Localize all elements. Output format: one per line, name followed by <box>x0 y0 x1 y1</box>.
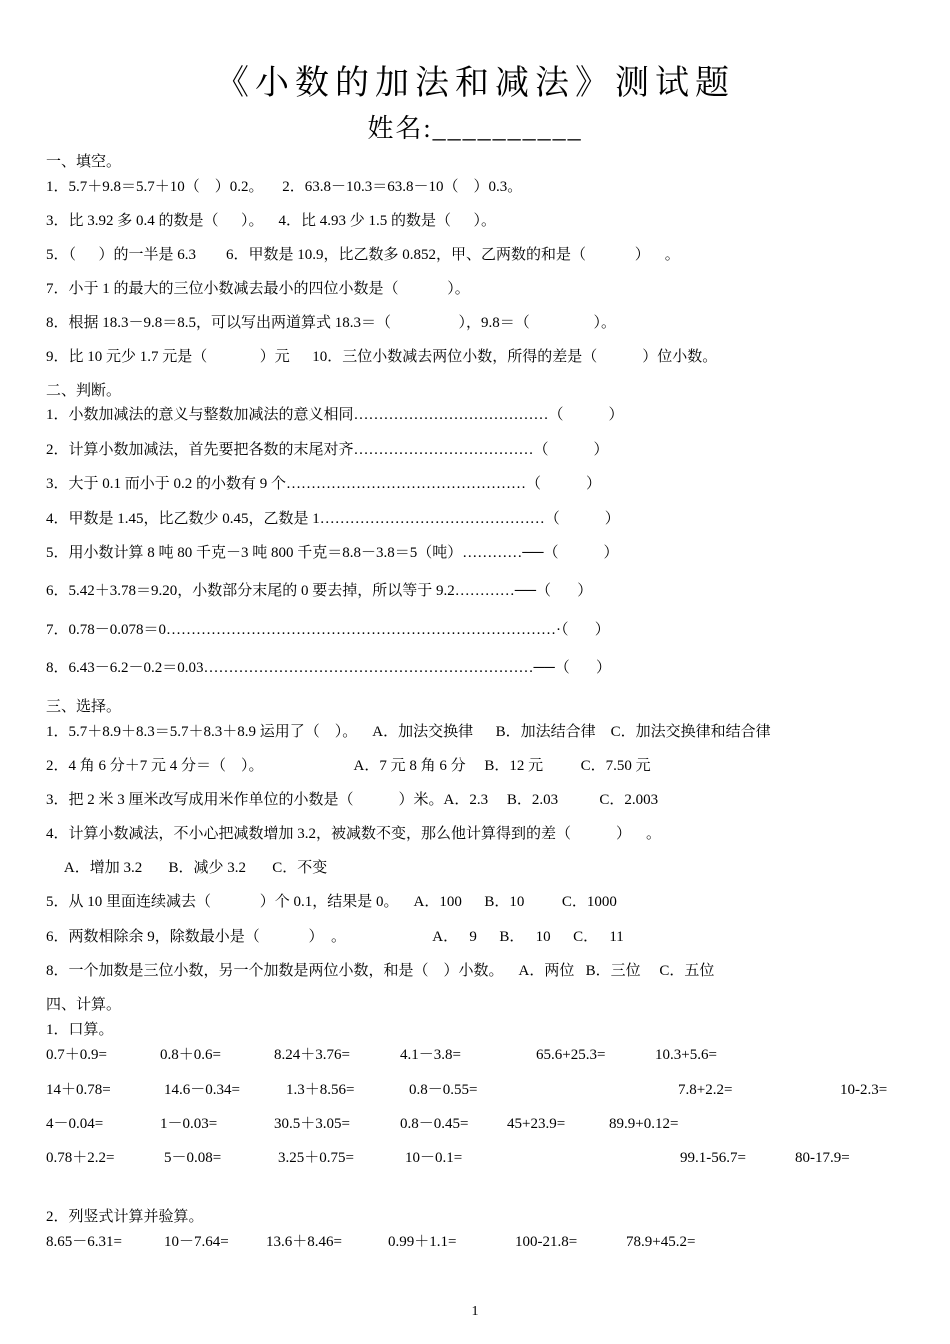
oral-calc-item: 0.8－0.45= <box>400 1116 469 1132</box>
judge-line: 2．计算小数加减法，首先要把各数的末尾对齐………………………………（ ） <box>46 442 609 458</box>
vertical-calc-item: 100-21.8= <box>515 1234 578 1250</box>
choice-line: 5．从 10 里面连续减去（ ）个 0.1，结果是 0。 A．100 B．10 C．1000 <box>46 894 617 910</box>
judge-line: 4．甲数是 1.45，比乙数少 0.45，乙数是 1………………………………………（ ） <box>46 511 620 527</box>
choice-line: A．增加 3.2 B．减少 3.2 C．不变 <box>46 860 328 876</box>
oral-calc-item: 65.6+25.3= <box>536 1047 606 1063</box>
section-1-heading: 一、填空。 <box>46 154 122 170</box>
oral-calc-item: 99.1-56.7= <box>680 1150 746 1166</box>
oral-calc-item: 4－0.04= <box>46 1116 104 1132</box>
choice-line: 1．5.7＋8.9＋8.3＝5.7＋8.3＋8.9 运用了（ ）。 A．加法交换律 B．加法结合律 C．加法交换律和结合律 <box>46 724 771 740</box>
name-field-label: 姓名:__________ <box>367 114 583 143</box>
oral-calc-item: 0.7＋0.9= <box>46 1047 107 1063</box>
vertical-calc-item: 8.65－6.31= <box>46 1234 122 1250</box>
oral-calc-item: 89.9+0.12= <box>609 1116 679 1132</box>
oral-calc-item: 30.5＋3.05= <box>274 1116 350 1132</box>
oral-calc-item: 0.8－0.55= <box>409 1082 478 1098</box>
choice-line: 4．计算小数减法，不小心把减数增加 3.2，被减数不变，那么他计算得到的差（ ） 。 <box>46 826 662 842</box>
fill-blank-line: 5．（ ）的一半是 6.3 6．甲数是 10.9，比乙数多 0.852，甲、乙两数的和是（ ） 。 <box>46 247 680 263</box>
oral-calc-item: 10.3+5.6= <box>655 1047 717 1063</box>
oral-calc-item: 1.3＋8.56= <box>286 1082 355 1098</box>
oral-calc-item: 1－0.03= <box>160 1116 218 1132</box>
choice-line: 3．把 2 米 3 厘米改写成用米作单位的小数是（ ）米。A．2.3 B．2.03 C．2.003 <box>46 792 659 808</box>
judge-line: 1．小数加减法的意义与整数加减法的意义相同…………………………………（ ） <box>46 407 624 423</box>
oral-calc-heading: 1．口算。 <box>46 1022 114 1038</box>
section-3-heading: 三、选择。 <box>46 699 122 715</box>
vertical-calc-item: 10－7.64= <box>164 1234 229 1250</box>
page-title: 《小数的加法和减法》测试题 <box>215 65 735 102</box>
oral-calc-item: 7.8+2.2= <box>678 1082 733 1098</box>
judge-line: 7．0.78－0.078＝0……………………………………………………………………·（ ） <box>46 622 610 638</box>
oral-calc-item: 10-2.3= <box>840 1082 888 1098</box>
oral-calc-item: 14＋0.78= <box>46 1082 111 1098</box>
judge-line: 8．6.43－6.2－0.2＝0.03…………………………………………………………──（ ） <box>46 660 612 676</box>
oral-calc-item: 45+23.9= <box>507 1116 566 1132</box>
oral-calc-item: 0.78＋2.2= <box>46 1150 115 1166</box>
judge-line: 5．用小数计算 8 吨 80 千克－3 吨 800 千克＝8.8－3.8＝5（吨）…………──（ ） <box>46 545 619 561</box>
vertical-calc-heading: 2．列竖式计算并验算。 <box>46 1209 204 1225</box>
section-4-heading: 四、计算。 <box>46 997 122 1013</box>
choice-line: 2．4 角 6 分＋7 元 4 分＝（ ）。 A．7 元 8 角 6 分 B．12 元 C．7.50 元 <box>46 758 651 774</box>
choice-line: 8．一个加数是三位小数，另一个加数是两位小数，和是（ ）小数。 A．两位 B．三位 C．五位 <box>46 963 715 979</box>
oral-calc-item: 3.25＋0.75= <box>278 1150 354 1166</box>
oral-calc-item: 0.8＋0.6= <box>160 1047 221 1063</box>
page-number: 1 <box>471 1304 479 1319</box>
oral-calc-item: 80-17.9= <box>795 1150 850 1166</box>
judge-line: 3．大于 0.1 而小于 0.2 的小数有 9 个…………………………………………（ ） <box>46 476 602 492</box>
oral-calc-item: 14.6－0.34= <box>164 1082 240 1098</box>
fill-blank-line: 3．比 3.92 多 0.4 的数是（ ）。 4．比 4.93 少 1.5 的数是（ ）。 <box>46 213 497 229</box>
section-2-heading: 二、判断。 <box>46 383 122 399</box>
fill-blank-line: 7．小于 1 的最大的三位小数减去最小的四位小数是（ ）。 <box>46 281 470 297</box>
judge-line: 6．5.42＋3.78＝9.20，小数部分末尾的 0 要去掉，所以等于 9.2…………──（ ） <box>46 583 593 599</box>
choice-line: 6．两数相除余 9，除数最小是（ ） 。 A． 9 B． 10 C． 11 <box>46 929 624 945</box>
fill-blank-line: 1．5.7＋9.8＝5.7＋10（ ）0.2。 2．63.8－10.3＝63.8－10（ ）0.3。 <box>46 179 523 195</box>
fill-blank-line: 8．根据 18.3－9.8＝8.5，可以写出两道算式 18.3＝（ ），9.8＝（ ）。 <box>46 315 617 331</box>
vertical-calc-item: 78.9+45.2= <box>626 1234 696 1250</box>
vertical-calc-item: 13.6＋8.46= <box>266 1234 342 1250</box>
oral-calc-item: 8.24＋3.76= <box>274 1047 350 1063</box>
oral-calc-item: 10－0.1= <box>405 1150 463 1166</box>
oral-calc-item: 4.1－3.8= <box>400 1047 461 1063</box>
fill-blank-line: 9．比 10 元少 1.7 元是（ ）元 10．三位小数减去两位小数，所得的差是（ ）位小数。 <box>46 349 718 365</box>
oral-calc-item: 5－0.08= <box>164 1150 222 1166</box>
vertical-calc-item: 0.99＋1.1= <box>388 1234 457 1250</box>
